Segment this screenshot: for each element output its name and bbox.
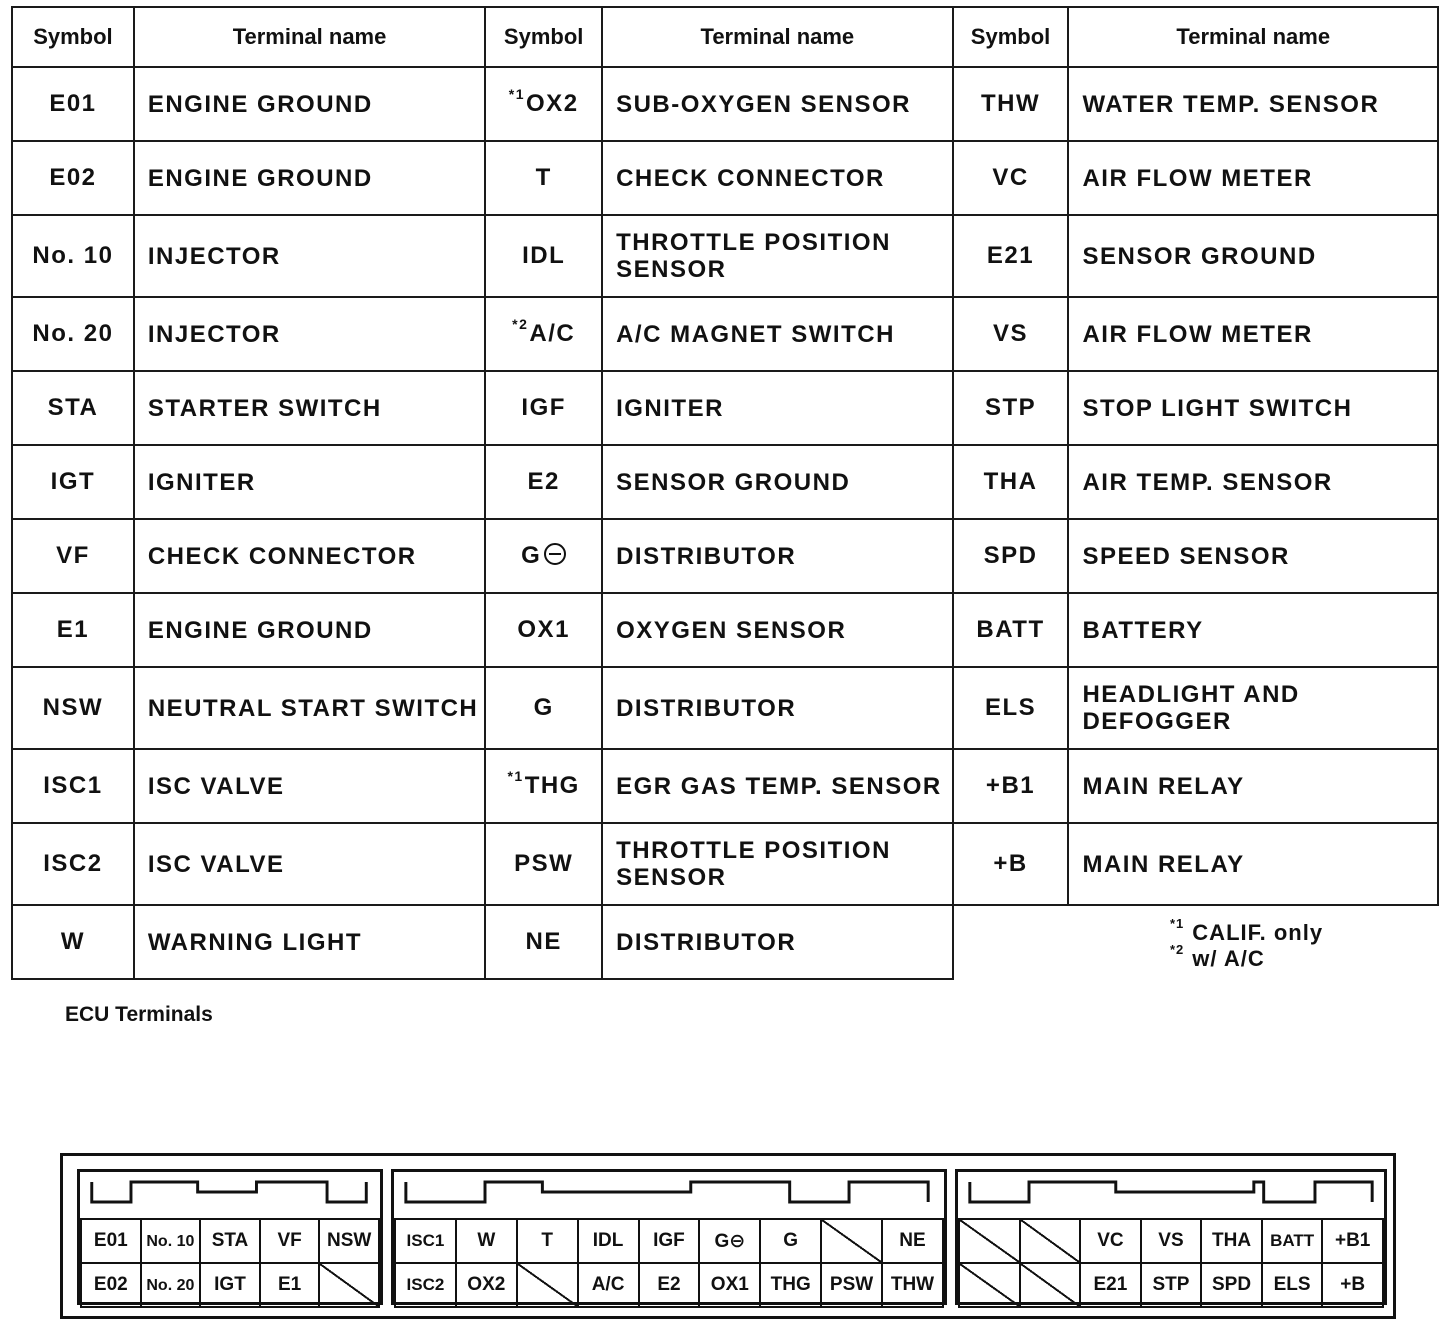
header-symbol: Symbol	[485, 7, 602, 67]
symbol-text: STP	[984, 394, 1037, 421]
unused-pin	[959, 1263, 1020, 1307]
unused-pin	[959, 1219, 1020, 1263]
symbol-cell	[953, 667, 1069, 749]
symbol-cell	[485, 445, 602, 519]
connector-pin-row	[395, 1219, 943, 1263]
symbol-cell	[953, 297, 1069, 371]
symbol-text: NE	[525, 928, 562, 955]
table-row	[12, 667, 1438, 749]
symbol-text: A/C	[529, 320, 576, 347]
symbol-text: PSW	[514, 850, 574, 877]
connector-pin: SPD	[1201, 1263, 1262, 1307]
connector-pin: +B	[1322, 1263, 1383, 1307]
symbol-cell	[485, 593, 602, 667]
connector-pin-row	[959, 1219, 1383, 1263]
connector-pin: IGT	[200, 1263, 260, 1307]
terminal-name-cell: AIR TEMP. SENSOR	[1068, 445, 1438, 519]
figure-caption: ECU Terminals	[65, 1003, 213, 1026]
symbol-text: OX2	[526, 90, 579, 117]
terminal-name-cell: INJECTOR	[134, 215, 485, 297]
symbol-cell	[12, 905, 134, 979]
header-symbol: Symbol	[953, 7, 1069, 67]
connector-pin: G	[760, 1219, 821, 1263]
symbol-text: E2	[527, 468, 560, 495]
connector-pin: OX1	[699, 1263, 760, 1307]
empty-cell	[953, 905, 1069, 979]
header-terminal-name: Terminal name	[602, 7, 953, 67]
connector-block-1	[77, 1169, 383, 1305]
terminal-name-cell: THROTTLE POSITION SENSOR	[602, 215, 953, 297]
symbol-text: No. 20	[32, 320, 114, 347]
symbol-text: VF	[56, 542, 90, 569]
terminal-name-cell: IGNITER	[134, 445, 485, 519]
header-terminal-name: Terminal name	[134, 7, 485, 67]
terminal-name-cell: STOP LIGHT SWITCH	[1068, 371, 1438, 445]
connector-pin: No. 10	[141, 1219, 201, 1263]
connector-pin: VC	[1080, 1219, 1141, 1263]
connector-pin: ELS	[1262, 1263, 1323, 1307]
symbol-cell	[953, 749, 1069, 823]
connector-pin: ISC2	[395, 1263, 456, 1307]
terminal-name-cell: AIR FLOW METER	[1068, 297, 1438, 371]
symbol-text: G	[521, 542, 542, 569]
unused-pin	[517, 1263, 578, 1307]
symbol-cell	[12, 371, 134, 445]
terminal-name-cell: MAIN RELAY	[1068, 823, 1438, 905]
connector-pin: VF	[260, 1219, 320, 1263]
terminal-name-cell: IGNITER	[602, 371, 953, 445]
connector-pin: E02	[81, 1263, 141, 1307]
connector-pin: STA	[200, 1219, 260, 1263]
footnote-marker: *1	[508, 86, 526, 102]
symbol-text: VC	[992, 164, 1029, 191]
terminal-name-cell: CHECK CONNECTOR	[134, 519, 485, 593]
unused-pin	[1020, 1219, 1081, 1263]
symbol-cell	[12, 215, 134, 297]
terminal-name-cell: BATTERY	[1068, 593, 1438, 667]
table-row	[12, 371, 1438, 445]
symbol-text: G	[533, 694, 554, 721]
unused-pin	[1020, 1263, 1081, 1307]
symbol-text: E21	[986, 242, 1035, 269]
table-row	[12, 749, 1438, 823]
table-row	[12, 519, 1438, 593]
symbol-text: ISC1	[43, 772, 103, 799]
symbol-text: E01	[49, 90, 97, 117]
connector-pin: IGF	[639, 1219, 700, 1263]
symbol-cell	[953, 67, 1069, 141]
symbol-cell	[953, 593, 1069, 667]
footnote-text: CALIF. only	[1192, 920, 1324, 945]
connector-pin: NSW	[319, 1219, 379, 1263]
connector-pin: G⊖	[699, 1219, 760, 1263]
symbol-cell	[485, 667, 602, 749]
symbol-cell	[485, 297, 602, 371]
footnote-mark: *1	[1170, 915, 1185, 931]
connector-pin: BATT	[1262, 1219, 1323, 1263]
terminal-name-cell: AIR FLOW METER	[1068, 141, 1438, 215]
symbol-cell	[953, 519, 1069, 593]
symbol-cell	[953, 823, 1069, 905]
symbol-cell	[485, 905, 602, 979]
connector-pin: E2	[639, 1263, 700, 1307]
terminal-name-cell: DISTRIBUTOR	[602, 667, 953, 749]
table-row	[12, 593, 1438, 667]
terminal-name-cell: INJECTOR	[134, 297, 485, 371]
connector-pin-row	[395, 1263, 943, 1307]
header-terminal-name: Terminal name	[1068, 7, 1438, 67]
terminal-name-cell: MAIN RELAY	[1068, 749, 1438, 823]
symbol-text: E02	[49, 164, 97, 191]
terminal-name-cell: ENGINE GROUND	[134, 593, 485, 667]
terminal-name-cell: THROTTLE POSITION SENSOR	[602, 823, 953, 905]
symbol-text: OX1	[517, 616, 570, 643]
symbol-text: STA	[47, 394, 99, 421]
connector-pin-grid	[80, 1218, 380, 1308]
terminal-name-cell: ISC VALVE	[134, 749, 485, 823]
table-row	[12, 215, 1438, 297]
connector-block-3	[955, 1169, 1387, 1305]
symbol-text: +B1	[985, 772, 1036, 799]
connector-pin: A/C	[578, 1263, 639, 1307]
connector-pin: NE	[882, 1219, 943, 1263]
footnote-text: w/ A/C	[1192, 946, 1265, 971]
symbol-text: SPD	[983, 542, 1038, 569]
symbol-cell	[485, 67, 602, 141]
symbol-text: ELS	[984, 694, 1037, 721]
table-row	[12, 297, 1438, 371]
terminal-name-cell: SENSOR GROUND	[602, 445, 953, 519]
table-row	[12, 445, 1438, 519]
symbol-text: T	[535, 164, 552, 191]
terminal-name-cell: DISTRIBUTOR	[602, 905, 953, 979]
symbol-text: +B	[993, 850, 1028, 877]
symbol-text: IGF	[521, 394, 566, 421]
terminal-name-cell: EGR GAS TEMP. SENSOR	[602, 749, 953, 823]
terminal-name-cell: ENGINE GROUND	[134, 67, 485, 141]
connector-pin: ISC1	[395, 1219, 456, 1263]
symbol-cell	[12, 67, 134, 141]
connector-pin: E01	[81, 1219, 141, 1263]
connector-pin: STP	[1141, 1263, 1202, 1307]
connector-pin-row	[959, 1263, 1383, 1307]
symbol-text: THA	[983, 468, 1038, 495]
symbol-cell	[12, 141, 134, 215]
connector-key-outline	[958, 1172, 1384, 1210]
connector-pin: E21	[1080, 1263, 1141, 1307]
footnotes	[1170, 915, 1324, 972]
table-row	[12, 67, 1438, 141]
symbol-cell	[953, 445, 1069, 519]
terminal-name-cell: SUB-OXYGEN SENSOR	[602, 67, 953, 141]
symbol-cell	[485, 215, 602, 297]
symbol-text: IGT	[50, 468, 96, 495]
terminal-name-cell: CHECK CONNECTOR	[602, 141, 953, 215]
symbol-cell	[953, 141, 1069, 215]
terminal-name-cell: ISC VALVE	[134, 823, 485, 905]
symbol-text: No. 10	[32, 242, 114, 269]
connector-pin: PSW	[821, 1263, 882, 1307]
footnote-mark: *2	[1170, 941, 1185, 957]
table-row	[12, 823, 1438, 905]
connector-pin: IDL	[578, 1219, 639, 1263]
symbol-cell	[485, 141, 602, 215]
terminal-name-cell: HEADLIGHT AND DEFOGGER	[1068, 667, 1438, 749]
symbol-text: ISC2	[43, 850, 103, 877]
footnote	[1170, 915, 1324, 946]
unused-pin	[821, 1219, 882, 1263]
symbol-cell	[485, 519, 602, 593]
terminal-name-cell: SPEED SENSOR	[1068, 519, 1438, 593]
connector-block-2	[391, 1169, 947, 1305]
connector-key-outline	[80, 1172, 380, 1210]
connector-pin: VS	[1141, 1219, 1202, 1263]
symbol-text: NSW	[42, 694, 104, 721]
terminal-name-cell: NEUTRAL START SWITCH	[134, 667, 485, 749]
connector-pin-grid	[394, 1218, 944, 1308]
table-body	[12, 67, 1438, 979]
terminal-name-cell: SENSOR GROUND	[1068, 215, 1438, 297]
symbol-cell	[485, 823, 602, 905]
terminal-name-cell: DISTRIBUTOR	[602, 519, 953, 593]
symbol-cell	[12, 823, 134, 905]
connector-pin: THA	[1201, 1219, 1262, 1263]
terminal-name-cell: OXYGEN SENSOR	[602, 593, 953, 667]
connector-pin-grid	[958, 1218, 1384, 1308]
symbol-text: IDL	[522, 242, 566, 269]
minus-circle-icon	[544, 543, 566, 565]
terminal-table	[11, 6, 1439, 980]
ecu-connector-diagram	[60, 1153, 1396, 1319]
symbol-cell	[485, 749, 602, 823]
symbol-cell	[485, 371, 602, 445]
symbol-text: E1	[56, 616, 90, 643]
unused-pin	[319, 1263, 379, 1307]
connector-key-outline	[394, 1172, 944, 1210]
symbol-text: BATT	[976, 616, 1045, 643]
symbol-cell	[12, 667, 134, 749]
connector-pin: THG	[760, 1263, 821, 1307]
symbol-cell	[12, 297, 134, 371]
symbol-cell	[953, 215, 1069, 297]
symbol-cell	[12, 593, 134, 667]
symbol-text: THG	[524, 772, 580, 799]
terminal-name-cell: A/C MAGNET SWITCH	[602, 297, 953, 371]
connector-pin: T	[517, 1219, 578, 1263]
connector-pin: THW	[882, 1263, 943, 1307]
terminal-name-cell: WARNING LIGHT	[134, 905, 485, 979]
terminal-name-cell: ENGINE GROUND	[134, 141, 485, 215]
symbol-cell	[953, 371, 1069, 445]
symbol-cell	[12, 519, 134, 593]
symbol-cell	[12, 445, 134, 519]
symbol-text: VS	[993, 320, 1029, 347]
footnote-marker: *2	[512, 316, 529, 332]
connector-pin: W	[456, 1219, 517, 1263]
connector-pin: OX2	[456, 1263, 517, 1307]
connector-pin: +B1	[1322, 1219, 1383, 1263]
connector-pin: E1	[260, 1263, 320, 1307]
connector-pin-row	[81, 1263, 379, 1307]
terminal-name-cell: STARTER SWITCH	[134, 371, 485, 445]
symbol-text: W	[60, 928, 85, 955]
table-header-row	[12, 7, 1438, 67]
connector-pin: No. 20	[141, 1263, 201, 1307]
symbol-cell	[12, 749, 134, 823]
connector-pin-row	[81, 1219, 379, 1263]
header-symbol: Symbol	[12, 7, 134, 67]
table-row	[12, 141, 1438, 215]
footnote-marker: *1	[507, 768, 524, 784]
footnote	[1170, 941, 1323, 972]
symbol-text: THW	[980, 90, 1041, 117]
terminal-name-cell: WATER TEMP. SENSOR	[1068, 67, 1438, 141]
